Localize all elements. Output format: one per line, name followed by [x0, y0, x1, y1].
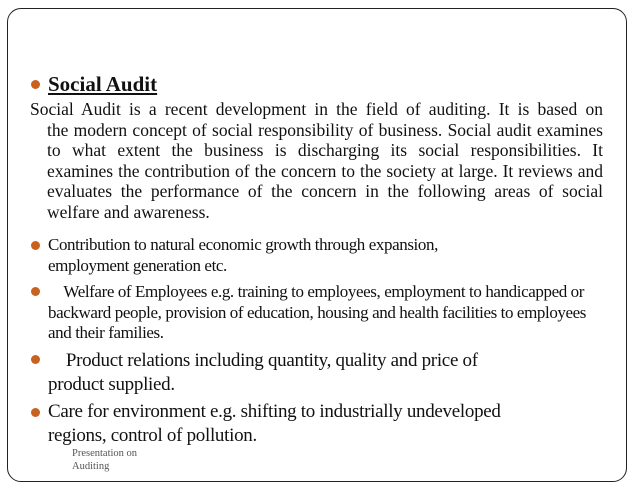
bullet-icon [31, 408, 40, 417]
slide-heading: Social Audit [48, 72, 158, 96]
bullet-icon [31, 241, 40, 250]
bullet-icon [31, 80, 40, 89]
intro-first-line: Social Audit is a recent development in the field of auditing. It is based on [30, 99, 603, 119]
list-item-growth: Contribution to natural economic growth through expansion, employment generation etc. [48, 235, 438, 275]
list-item-employees: Welfare of Employees e.g. training to employees, employment to handicapped or backward people, provision of education, housing and health facilities to employees and their families. [48, 282, 590, 342]
bullet-icon [31, 355, 40, 364]
list-item-product: Product relations including quantity, quality and price of product supplied. [48, 350, 483, 395]
slide-footer: Presentation on Auditing [72, 448, 138, 472]
bullet-icon [31, 287, 40, 296]
intro-rest: the modern concept of social responsibility of business. Social audit examines to what extent the business is discharging its social responsibilities. It examines the contribution of the concern to the society at large. It reviews and evaluates the performance of the concern in the following areas of social welfare and awareness. [47, 119, 603, 222]
list-item-environment: Care for environment e.g. shifting to industrially undeveloped regions, control of pollution. [48, 401, 501, 446]
intro-paragraph [30, 99, 603, 222]
